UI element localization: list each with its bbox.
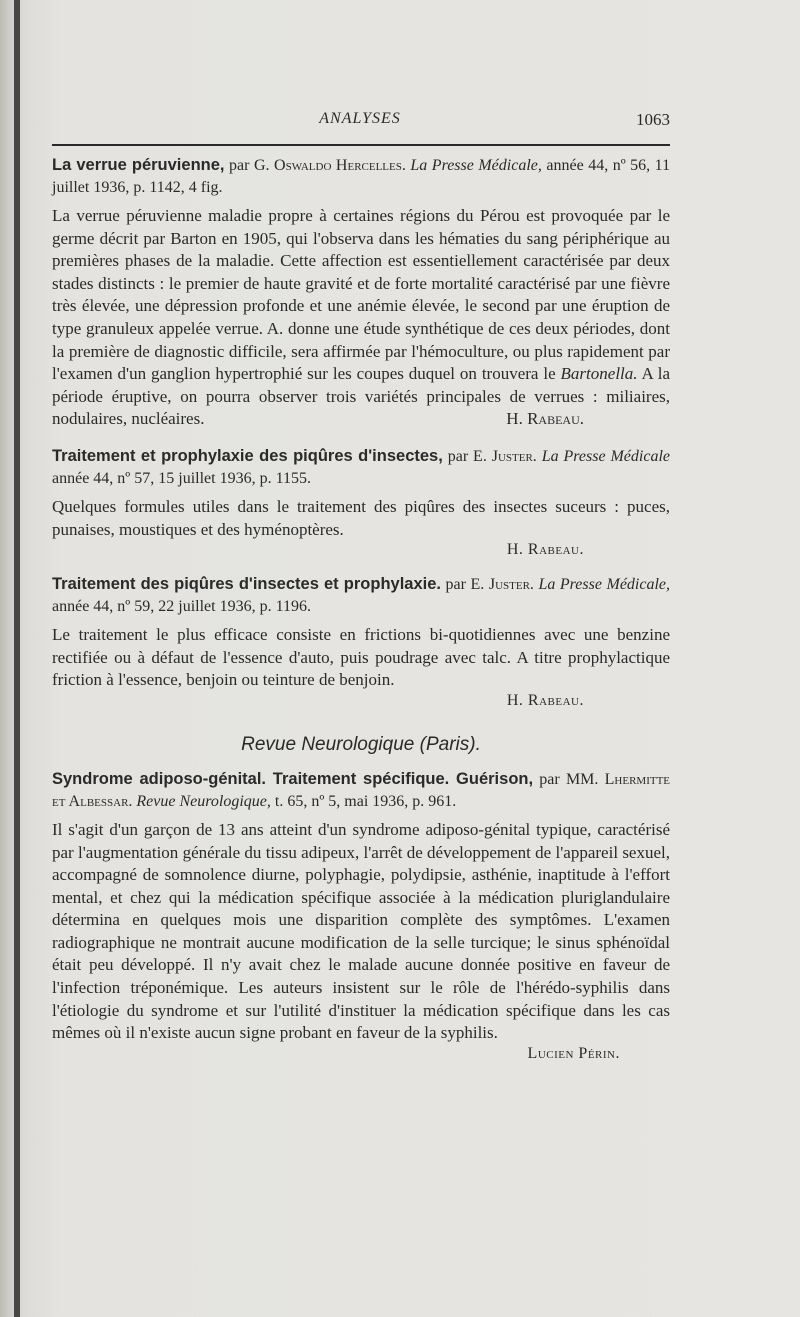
- article-citation: [52, 573, 670, 618]
- article-ref: t. 65, nº 5, mai 1936, p. 961.: [274, 792, 457, 810]
- header-rule: [52, 144, 670, 146]
- article-citation: [52, 445, 670, 490]
- article-author: Juster.: [491, 447, 537, 465]
- article-body: [52, 205, 670, 431]
- page-number: 1063: [636, 110, 670, 129]
- article-title: Traitement des piqûres d'insectes et prophylaxie.: [52, 575, 441, 594]
- article-journal: Revue Neurologique,: [136, 792, 271, 810]
- article: [52, 573, 670, 710]
- article-by: par E.: [447, 447, 487, 465]
- article-journal: La Presse Médicale: [541, 447, 671, 465]
- article-signature: Lucien Périn.: [527, 1044, 620, 1062]
- article-body: Le traitement le plus efficace consiste en frictions bi-quotidiennes avec une benzine rectifiée ou à défaut de l'essence d'auto, puis poudrage avec talc. A titre prophylactique friction à l'essence, benjoin ou teinture de benjoin.: [52, 625, 670, 690]
- article-by: par G.: [229, 157, 270, 174]
- article: [52, 154, 670, 431]
- article-by: par E.: [445, 576, 485, 594]
- article-body: Quelques formules utiles dans le traitement des piqûres des insectes suceurs : puces, punaises, moustiques et des hyménoptères.: [52, 496, 670, 539]
- article-author: Juster.: [488, 576, 534, 594]
- article-ref: année 44, nº 56, 11 juillet 1936, p. 1142, 4 fig.: [52, 157, 671, 196]
- article-signature: H. Rabeau.: [506, 541, 584, 559]
- article-authors: Lhermitte et Albessar.: [52, 770, 671, 810]
- article-by: par MM.: [539, 770, 599, 788]
- article-body: Il s'agit d'un garçon de 13 ans atteint d'un syndrome adiposo-génital typique, caractérisé par l'augmentation générale du tissu adipeux, l'arrêt de développement de l'appareil sexuel, accompagné de somnolence diurne, polyphagie, polydipsie, asthénie, inaptitude à l'effort mental, et chez qui la médication spécifique associée à la médication pluriglandulaire détermina en quelques mois une disparition complète des symptômes. L'examen radiographique ne montrait aucune modification de la selle turcique; le sinus sphénoïdal était peu développé. Il n'y avait chez le malade aucune donnée positive en faveur de l'infection tréponémique. Les auteurs insistent sur le rôle de l'hérédo-syphilis dans l'étiologie du syndrome et sur l'utilité d'instituer la médication spécifique dans les cas mêmes où il n'existe aucun signe probant en faveur de la syphilis.: [52, 819, 670, 1043]
- article-ref: année 44, nº 59, 22 juillet 1936, p. 1196.: [52, 598, 311, 616]
- article-title: La verrue péruvienne,: [52, 156, 225, 174]
- article-body-text: La verrue péruvienne maladie propre à certaines régions du Pérou est provoquée par le germe décrit par Barton en 1905, qui l'observa dans les hématies du sang périphérique au premières phases de la maladie. Cette affection est essentiellement caractérisée par deux stades distincts : le premier de haute gravité et de forte mortalité caractérisé par une fièvre très élevée, une dépression profonde et une anémie élevée, le second par une éruption de type granuleux appelée verrue. A. donne une étude synthétique de ces deux périodes, dont la première de diagnostic difficile, sera affirmée par l'hémoculture, ou plus rapidement par l'examen d'un ganglion hypertrophié sur les coupes duquel on trouvera le: [52, 206, 670, 384]
- running-title: ANALYSES: [319, 110, 401, 127]
- article-body-end: A la période éruptive, on pourra observer trois variétés principales de verrues : miliaires, nodulaires, nucléaires.: [52, 364, 670, 429]
- article-citation: [52, 768, 670, 813]
- article-signature: H. Rabeau.: [506, 691, 584, 709]
- article: [52, 445, 670, 559]
- article-body-italic: Bartonella.: [560, 364, 638, 384]
- page-header: [50, 108, 670, 136]
- section-heading: Revue Neurologique (Paris).: [241, 733, 481, 755]
- article-journal: La Presse Médicale,: [410, 157, 542, 174]
- article-title: Traitement et prophylaxie des piqûres d'insectes,: [52, 446, 443, 465]
- article: [52, 768, 670, 1063]
- article-citation: [52, 154, 670, 199]
- article-signature: H. Rabeau.: [506, 409, 584, 429]
- page-content: [52, 154, 670, 1077]
- article-author: Oswaldo Hercelles.: [274, 157, 406, 174]
- article-title: Syndrome adiposo-génital. Traitement spécifique. Guérison,: [52, 769, 534, 788]
- article-journal: La Presse Médicale,: [538, 576, 671, 594]
- article-ref: année 44, nº 57, 15 juillet 1936, p. 1155.: [52, 469, 311, 487]
- binding-gutter: [14, 0, 20, 1317]
